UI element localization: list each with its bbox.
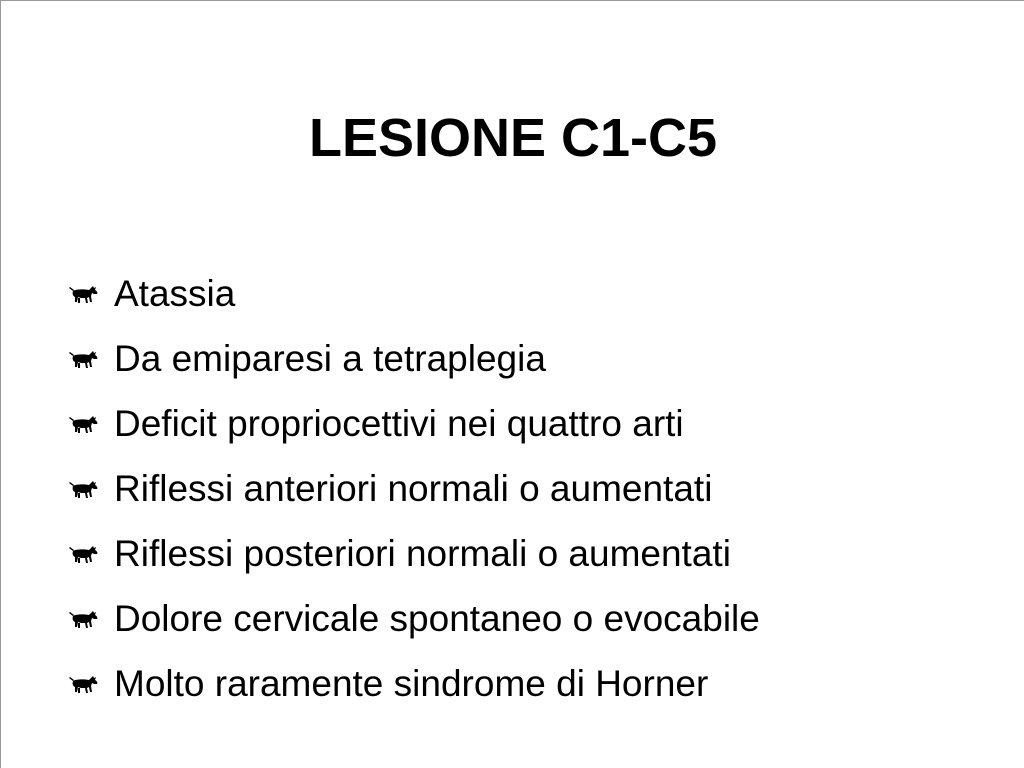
list-item <box>67 521 760 586</box>
list-item <box>67 391 760 456</box>
list-item-label: Deficit propriocettivi nei quattro arti <box>114 403 684 444</box>
list-item <box>67 326 760 391</box>
list-item-label: Molto raramente sindrome di Horner <box>114 663 709 704</box>
dog-icon <box>67 344 101 374</box>
dog-icon <box>67 604 101 634</box>
dog-icon <box>67 669 101 699</box>
list-item <box>67 456 760 521</box>
bullet-list <box>67 261 760 716</box>
slide-title: LESIONE C1-C5 <box>308 108 718 168</box>
list-item <box>67 651 760 716</box>
list-item-label: Riflessi anteriori normali o aumentati <box>114 468 713 509</box>
list-item-label: Dolore cervicale spontaneo o evocabile <box>114 598 760 639</box>
list-item <box>67 586 760 651</box>
dog-icon <box>67 409 101 439</box>
dog-icon <box>67 279 101 309</box>
list-item-label: Atassia <box>114 273 236 314</box>
list-item-label: Riflessi posteriori normali o aumentati <box>114 533 731 574</box>
list-item-label: Da emiparesi a tetraplegia <box>114 338 546 379</box>
list-item <box>67 261 760 326</box>
dog-icon <box>67 539 101 569</box>
dog-icon <box>67 474 101 504</box>
